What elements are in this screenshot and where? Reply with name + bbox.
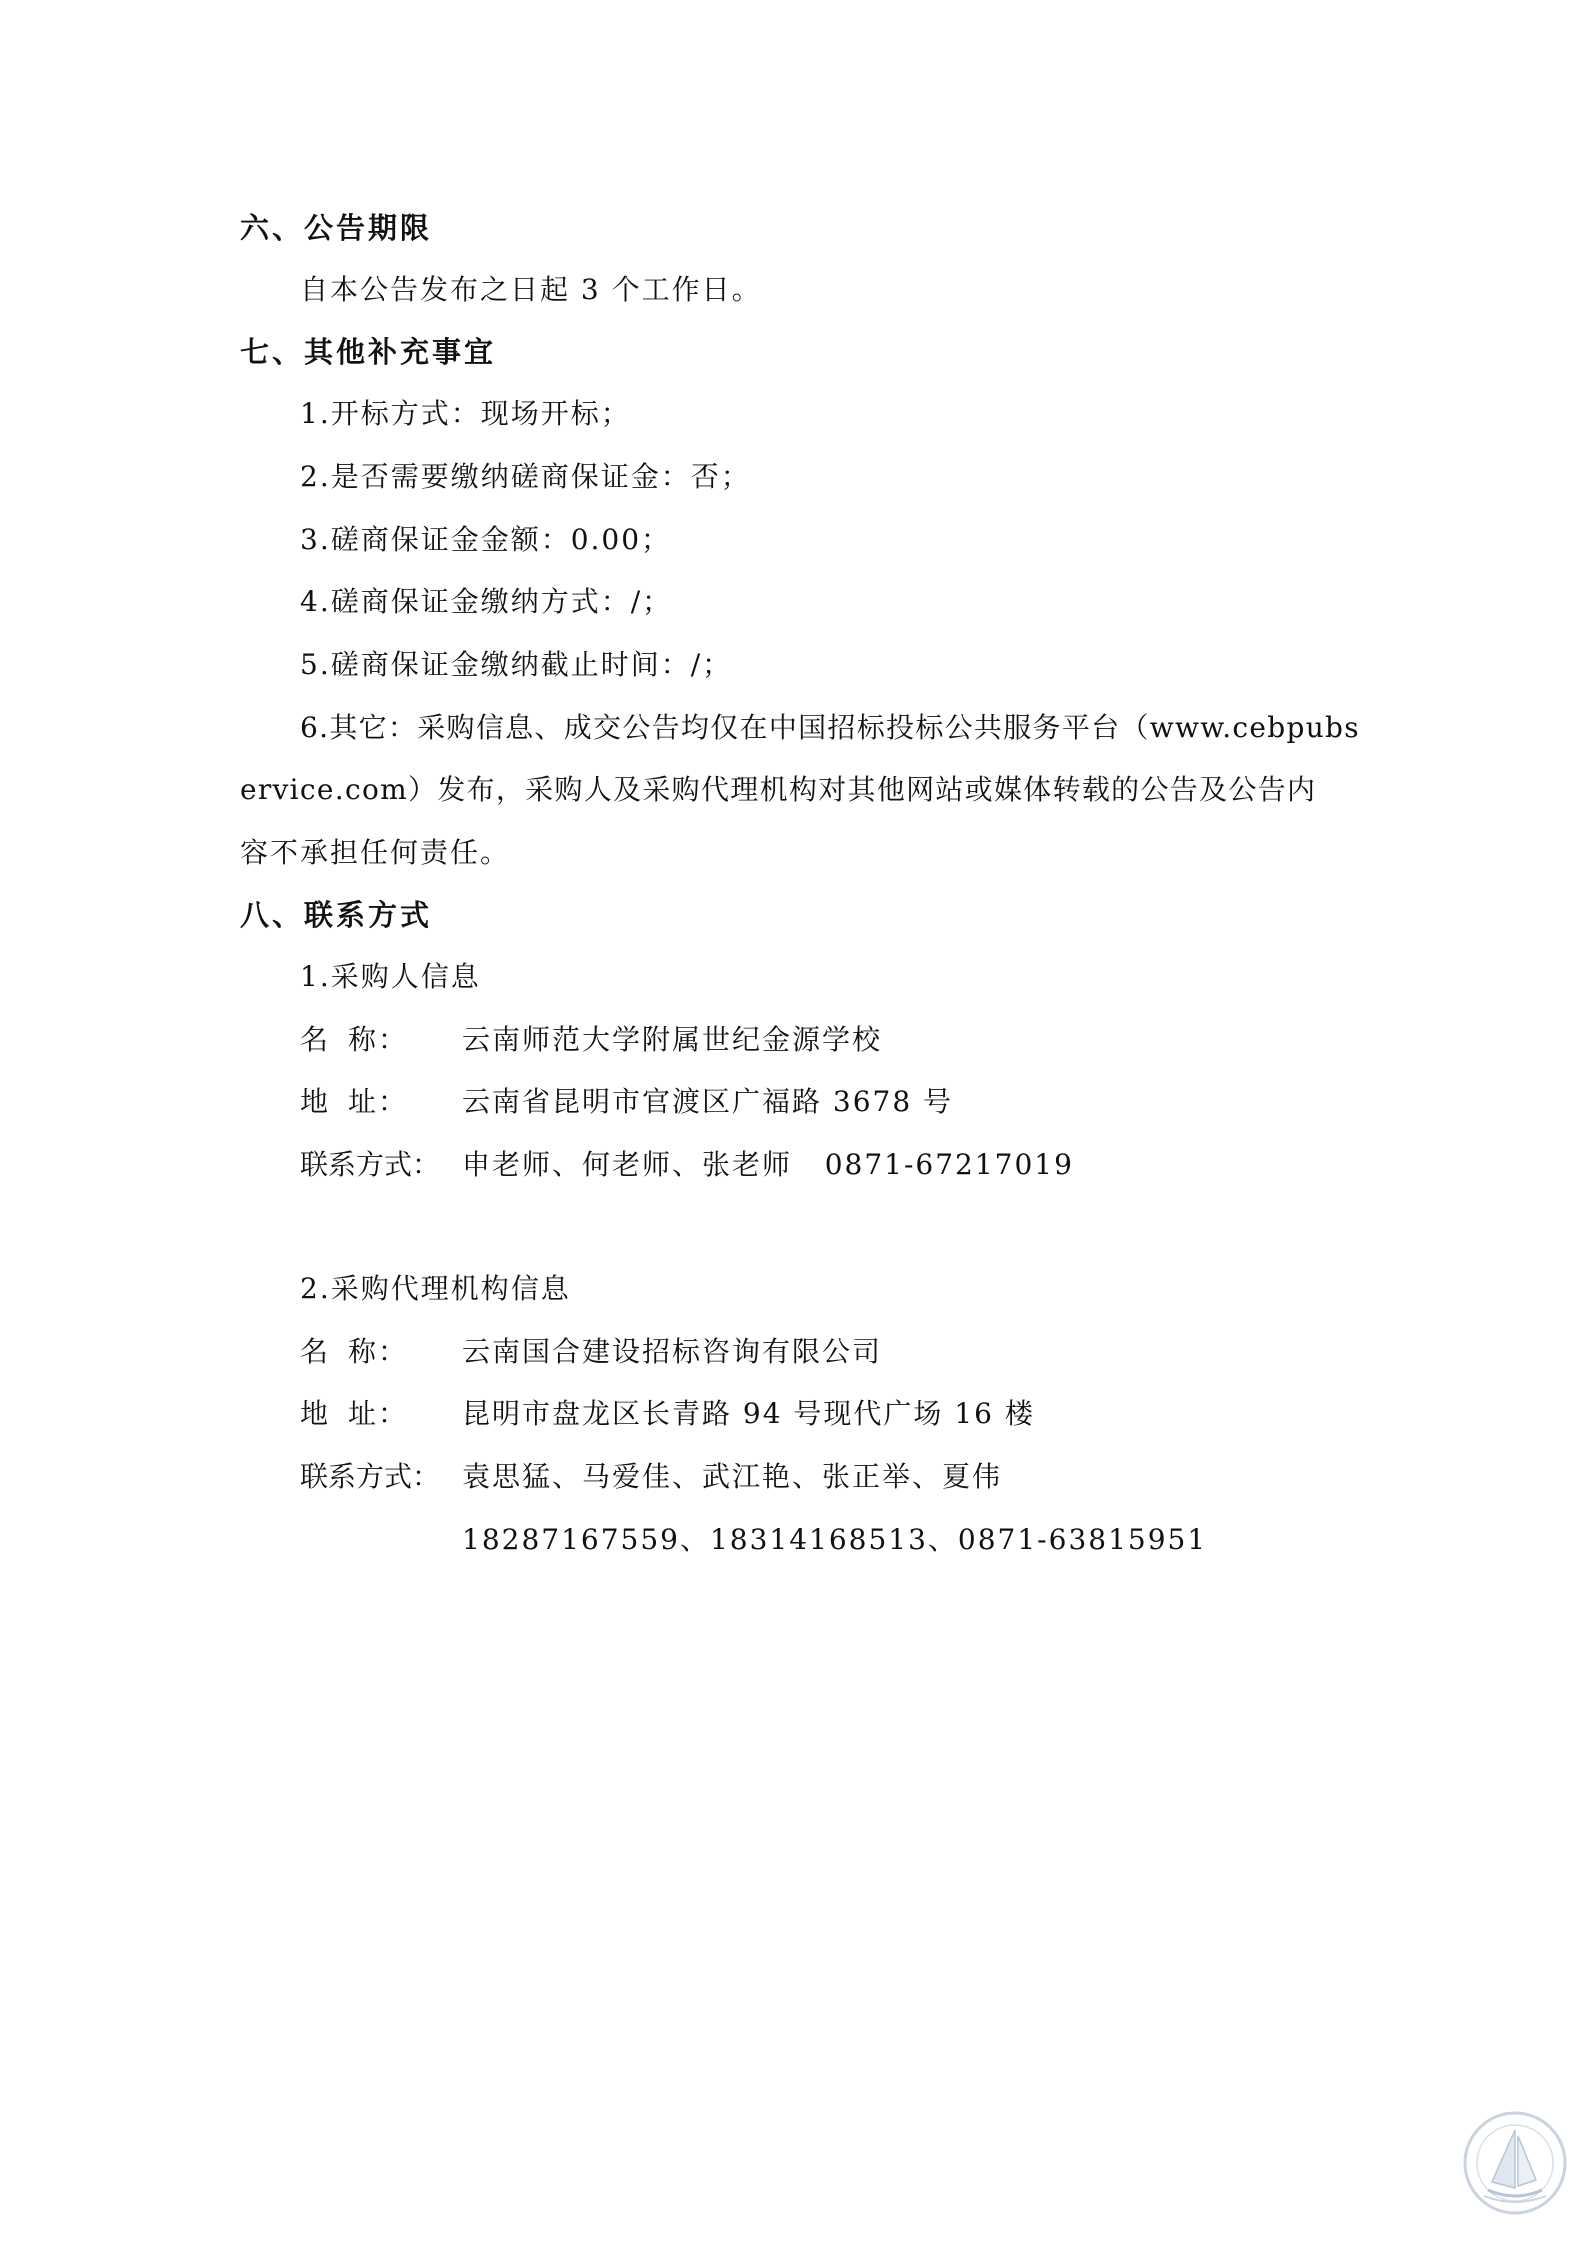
list-item: 1.开标方式：现场开标； bbox=[300, 397, 631, 430]
agency-address-row bbox=[300, 1392, 1035, 1432]
list-item: 2.是否需要缴纳磋商保证金：否； bbox=[300, 460, 751, 493]
agency-contact-row bbox=[300, 1455, 1002, 1495]
list-item: 3.磋商保证金金额：0.00； bbox=[300, 523, 672, 556]
other-notes-line-3: 容不承担任何责任。 bbox=[240, 836, 511, 869]
address-label: 地 址： bbox=[300, 1085, 408, 1118]
agency-phones: 18287167559、18314168513、0871-63815951 bbox=[462, 1523, 1208, 1556]
name-label: 名 称： bbox=[300, 1023, 408, 1056]
purchaser-contact: 申老师、何老师、张老师 0871-67217019 bbox=[462, 1148, 1074, 1181]
purchaser-name: 云南师范大学附属世纪金源学校 bbox=[462, 1023, 883, 1056]
other-notes-line-2: ervice.com）发布，采购人及采购代理机构对其他网站或媒体转载的公告及公告内 bbox=[240, 773, 1317, 806]
announcement-period-text: 自本公告发布之日起 3 个工作日。 bbox=[300, 273, 762, 306]
agency-name: 云南国合建设招标咨询有限公司 bbox=[462, 1335, 883, 1368]
agency-info-title: 2.采购代理机构信息 bbox=[300, 1272, 571, 1305]
other-notes-line-1: 6.其它：采购信息、成交公告均仅在中国招标投标公共服务平台（www.cebpubs bbox=[300, 711, 1360, 744]
agency-address: 昆明市盘龙区长青路 94 号现代广场 16 楼 bbox=[462, 1397, 1035, 1430]
purchaser-address: 云南省昆明市官渡区广福路 3678 号 bbox=[462, 1085, 954, 1118]
list-item: 4.磋商保证金缴纳方式：/； bbox=[300, 585, 673, 618]
agency-name-row bbox=[300, 1330, 882, 1370]
contact-label: 联系方式： bbox=[300, 1460, 441, 1493]
section-6-heading: 六、公告期限 bbox=[240, 211, 433, 245]
purchaser-contact-row bbox=[300, 1143, 1074, 1183]
name-label: 名 称： bbox=[300, 1335, 408, 1368]
contact-label: 联系方式： bbox=[300, 1148, 441, 1181]
address-label: 地 址： bbox=[300, 1397, 408, 1430]
purchaser-name-row bbox=[300, 1018, 882, 1058]
section-8-heading: 八、联系方式 bbox=[240, 898, 433, 932]
school-seal-icon bbox=[1460, 2108, 1570, 2218]
section-7-heading: 七、其他补充事宜 bbox=[240, 335, 497, 369]
list-item: 5.磋商保证金缴纳截止时间：/； bbox=[300, 648, 733, 681]
purchaser-info-title: 1.采购人信息 bbox=[300, 960, 481, 993]
purchaser-address-row bbox=[300, 1080, 953, 1120]
agency-contacts: 袁思猛、马爱佳、武江艳、张正举、夏伟 bbox=[462, 1460, 1003, 1493]
